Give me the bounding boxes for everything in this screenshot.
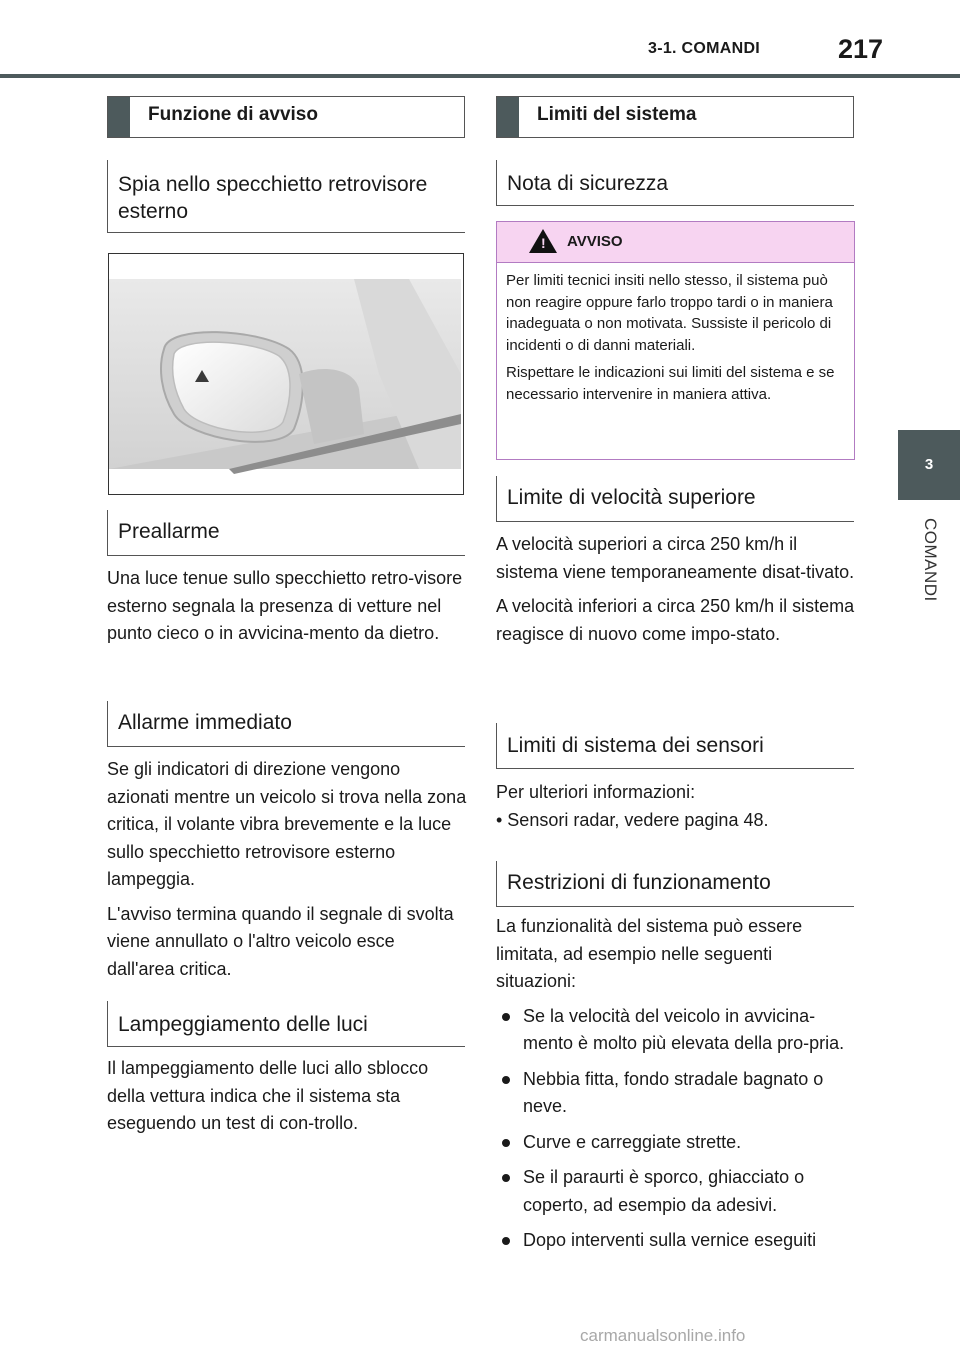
paragraph-text: Una luce tenue sullo specchietto retro-visore esterno segnala la presenza di vetture nel punto cieco o in avvicina-mento da dietro. — [107, 568, 463, 643]
subheading-text: Spia nello specchietto retrovisore esterno — [118, 173, 428, 223]
section-heading-text: Limiti del sistema — [537, 104, 697, 125]
subheading-prealarm — [107, 510, 465, 556]
header-rule — [0, 74, 960, 78]
warning-label: AVVISO — [567, 233, 623, 250]
subheading-text: Limite di velocità superiore — [507, 486, 756, 509]
section-heading-text: Funzione di avviso — [148, 104, 318, 125]
paragraph-text: L'avviso termina quando il segnale di svolta viene annullato o l'altro veicolo esce dall'area critica. — [107, 903, 454, 979]
subheading-restrictions — [496, 861, 854, 907]
list-item: Se il paraurti è sporco, ghiacciato o coperto, ad esempio da adesivi. — [496, 1164, 856, 1219]
restrictions-paragraph — [496, 913, 856, 1263]
subheading-immediate-alarm — [107, 701, 465, 747]
subheading-text: Nota di sicurezza — [507, 172, 669, 195]
section-heading-bar — [497, 97, 519, 137]
page-number: 217 — [838, 34, 884, 64]
speed-limit-paragraphs — [496, 531, 856, 655]
paragraph-text: A velocità superiori a circa 250 km/h il sistema viene temporaneamente disat-tivato. — [496, 534, 855, 582]
subheading-speed-limit — [496, 476, 854, 522]
paragraph-text: La funzionalità del sistema può essere limitata, ad esempio nelle seguenti situazioni: — [496, 916, 803, 991]
section-heading-system-limits — [496, 96, 854, 138]
immediate-alarm-paragraphs — [107, 756, 467, 990]
chapter-tab-label-text: COMANDI — [921, 518, 940, 602]
section-heading-warning-function — [107, 96, 465, 138]
warning-text: Rispettare le indicazioni sui limiti del sistema e se necessario intervenire in maniera attiva. — [506, 364, 835, 403]
subheading-text: Allarme immediato — [118, 711, 292, 734]
subheading-text: Lampeggiamento delle luci — [118, 1013, 368, 1036]
warning-body — [506, 270, 844, 411]
reference-bullet: • Sensori radar, vedere pagina 48. — [496, 809, 769, 830]
chapter-title: 3-1. COMANDI — [648, 40, 761, 57]
list-item: Nebbia fitta, fondo stradale bagnato o neve. — [496, 1066, 856, 1121]
list-item: Se la velocità del veicolo in avvicina-mento è molto più elevata della pro-pria. — [496, 1003, 856, 1058]
restrictions-list — [496, 1003, 856, 1255]
subheading-sensor-limits — [496, 723, 854, 769]
warning-header — [497, 222, 854, 263]
paragraph-text: A velocità inferiori a circa 250 km/h il sistema reagisce di nuovo come impo-stato. — [496, 596, 855, 644]
subheading-safety-note — [496, 160, 854, 206]
section-heading-bar — [108, 97, 130, 137]
list-item: Dopo interventi sulla vernice eseguiti — [496, 1227, 856, 1255]
subheading-light-flashing — [107, 1001, 465, 1047]
chapter-tab-label — [898, 500, 960, 660]
subheading-text: Restrizioni di funzionamento — [507, 871, 771, 894]
watermark: carmanualsonline.info — [580, 1326, 746, 1345]
light-flashing-paragraph — [107, 1055, 467, 1145]
subheading-text: Preallarme — [118, 520, 220, 543]
warning-triangle-icon: ! — [529, 229, 557, 253]
warning-box — [496, 221, 855, 460]
sensor-limits-paragraph — [496, 779, 856, 834]
paragraph-text: Il lampeggiamento delle luci allo sblocco della vettura indica che il sistema sta eseguendo un test di con-trollo. — [107, 1058, 429, 1133]
subheading-mirror-light — [107, 160, 465, 233]
warning-text: Per limiti tecnici insiti nello stesso, il sistema può non reagire oppure farlo troppo tardi o in maniera inadeguata o non motivata. Sussiste il pericolo di incidenti o di danni materiali. — [506, 272, 833, 354]
chapter-tab-number: 3 — [898, 430, 960, 500]
paragraph-text: Se gli indicatori di direzione vengono azionati mentre un veicolo si trova nella zona critica, il volante vibra brevemente e la luce sullo specchietto retrovisore esterno lampeggia. — [107, 759, 467, 889]
subheading-text: Limiti di sistema dei sensori — [507, 734, 764, 757]
mirror-illustration — [108, 253, 464, 495]
list-item: Curve e carreggiate strette. — [496, 1129, 856, 1157]
prealarm-paragraph — [107, 565, 467, 655]
paragraph-text: Per ulteriori informazioni: — [496, 782, 696, 802]
